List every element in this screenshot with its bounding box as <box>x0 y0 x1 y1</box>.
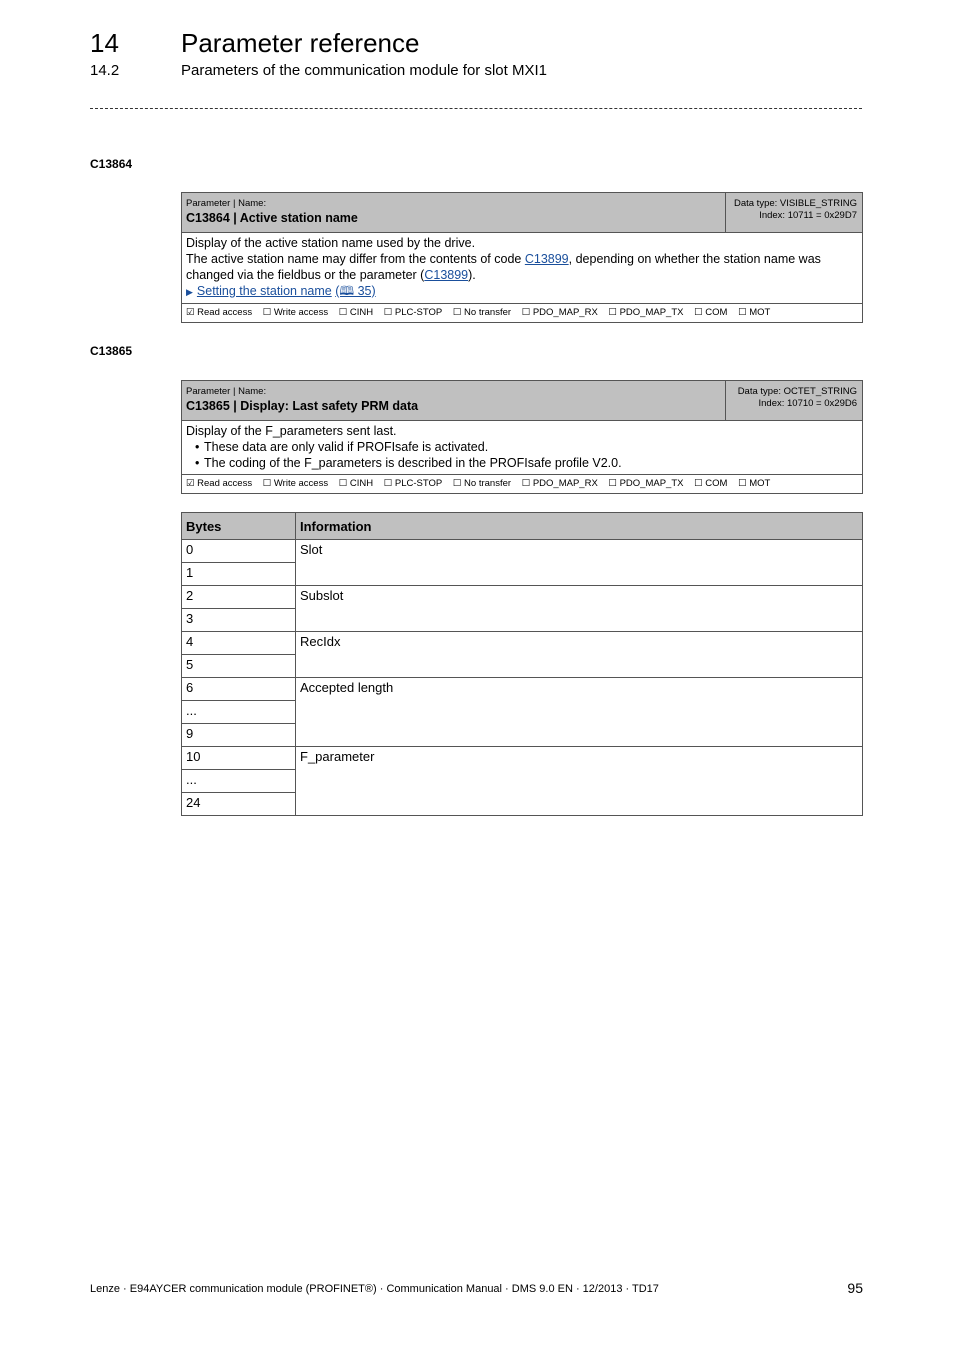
description-line: Display of the active station name used by the drive. <box>186 236 476 250</box>
table-row <box>182 632 863 655</box>
bytes-cell: 9 <box>182 724 296 747</box>
access-flag: ☐ No transfer <box>452 307 512 318</box>
table-row <box>182 586 863 609</box>
parameter-table <box>181 192 863 323</box>
column-header: Bytes <box>182 513 296 540</box>
access-flag: ☑ Read access <box>186 307 253 318</box>
description-paragraph <box>186 251 858 283</box>
access-flag: ☐ PDO_MAP_RX <box>521 307 598 318</box>
information-cell: Subslot <box>296 586 863 632</box>
parameter-description <box>182 421 862 475</box>
information-cell: Accepted length <box>296 678 863 747</box>
data-type: Data type: OCTET_STRING <box>737 386 857 397</box>
description-line: Display of the F_parameters sent last. <box>186 424 397 438</box>
parameter-label: Parameter | Name: <box>186 198 267 209</box>
access-flag: ☐ PDO_MAP_RX <box>521 478 598 489</box>
table-row <box>182 678 863 701</box>
information-cell: F_parameter <box>296 747 863 816</box>
column-header: Information <box>296 513 863 540</box>
table-row <box>182 540 863 563</box>
table-header-row <box>182 513 863 540</box>
bytes-cell: 24 <box>182 793 296 816</box>
table-row <box>182 747 863 770</box>
bullet-list <box>186 439 858 471</box>
see-also-link[interactable]: Setting the station name <box>196 284 332 298</box>
code-heading: C13865 <box>90 344 133 358</box>
page-number: 95 <box>847 1280 863 1296</box>
bytes-cell: ... <box>182 770 296 793</box>
parameter-header <box>182 381 862 421</box>
information-cell: RecIdx <box>296 632 863 678</box>
list-item: • These data are only valid if PROFIsafe is activated. <box>204 439 858 455</box>
bytes-cell: 3 <box>182 609 296 632</box>
parameter-index: Index: 10711 = 0x29D7 <box>759 210 857 221</box>
chapter-number: 14 <box>90 28 119 58</box>
access-flag: ☐ PLC-STOP <box>383 307 443 318</box>
bytes-cell: 4 <box>182 632 296 655</box>
parameter-index: Index: 10710 = 0x29D6 <box>758 398 857 409</box>
parameter-label: Parameter | Name: <box>186 386 267 397</box>
bytes-cell: 1 <box>182 563 296 586</box>
access-flags <box>182 475 862 493</box>
separator-line <box>90 108 862 109</box>
access-flag: ☐ CINH <box>338 307 374 318</box>
bytes-cell: 2 <box>182 586 296 609</box>
page-reference-link[interactable]: (🕮 35) <box>335 284 376 298</box>
bytes-cell: 5 <box>182 655 296 678</box>
access-flag: ☐ PDO_MAP_TX <box>608 478 684 489</box>
parameter-header <box>182 193 862 233</box>
description-text: ). <box>468 268 476 282</box>
code-heading: C13864 <box>90 157 133 171</box>
bytes-cell: ... <box>182 701 296 724</box>
access-flag: ☐ PLC-STOP <box>383 478 443 489</box>
bytes-cell: 10 <box>182 747 296 770</box>
see-also <box>186 283 858 300</box>
section-title: Parameters of the communication module for slot MXI1 <box>181 62 547 79</box>
description-text: , depending on whether the station name was changed via the fieldbus or the parameter ( <box>186 252 821 282</box>
access-flag: ☐ MOT <box>738 478 771 489</box>
parameter-name: C13864 | Active station name <box>186 211 358 225</box>
footer-text: Lenze · E94AYCER communication module (PROFINET®) · Communication Manual · DMS 9.0 EN · 12/2013 · TD17 <box>90 1283 659 1295</box>
access-flag: ☐ Write access <box>262 307 329 318</box>
access-flag: ☐ COM <box>694 307 728 318</box>
access-flag: ☐ No transfer <box>452 478 512 489</box>
information-cell: Slot <box>296 540 863 586</box>
access-flag: ☐ MOT <box>738 307 771 318</box>
chapter-title: Parameter reference <box>181 28 420 58</box>
description-text: The active station name may differ from the contents of code <box>186 252 525 266</box>
parameter-name: C13865 | Display: Last safety PRM data <box>186 399 419 413</box>
access-flags <box>182 304 862 322</box>
parameter-description <box>182 233 862 304</box>
bytes-cell: 6 <box>182 678 296 701</box>
access-flag: ☐ PDO_MAP_TX <box>608 307 684 318</box>
access-flag: ☑ Read access <box>186 478 253 489</box>
arrow-right-icon: ▶ <box>186 287 193 297</box>
access-flag: ☐ Write access <box>262 478 329 489</box>
bytes-table <box>181 512 863 816</box>
access-flag: ☐ COM <box>694 478 728 489</box>
code-link[interactable]: C13899 <box>524 252 569 266</box>
code-link[interactable]: C13899 <box>424 268 469 282</box>
list-item: • The coding of the F_parameters is described in the PROFIsafe profile V2.0. <box>204 455 858 471</box>
parameter-table <box>181 380 863 494</box>
data-type: Data type: VISIBLE_STRING <box>733 198 857 209</box>
bytes-cell: 0 <box>182 540 296 563</box>
access-flag: ☐ CINH <box>338 478 374 489</box>
section-number: 14.2 <box>90 62 120 79</box>
